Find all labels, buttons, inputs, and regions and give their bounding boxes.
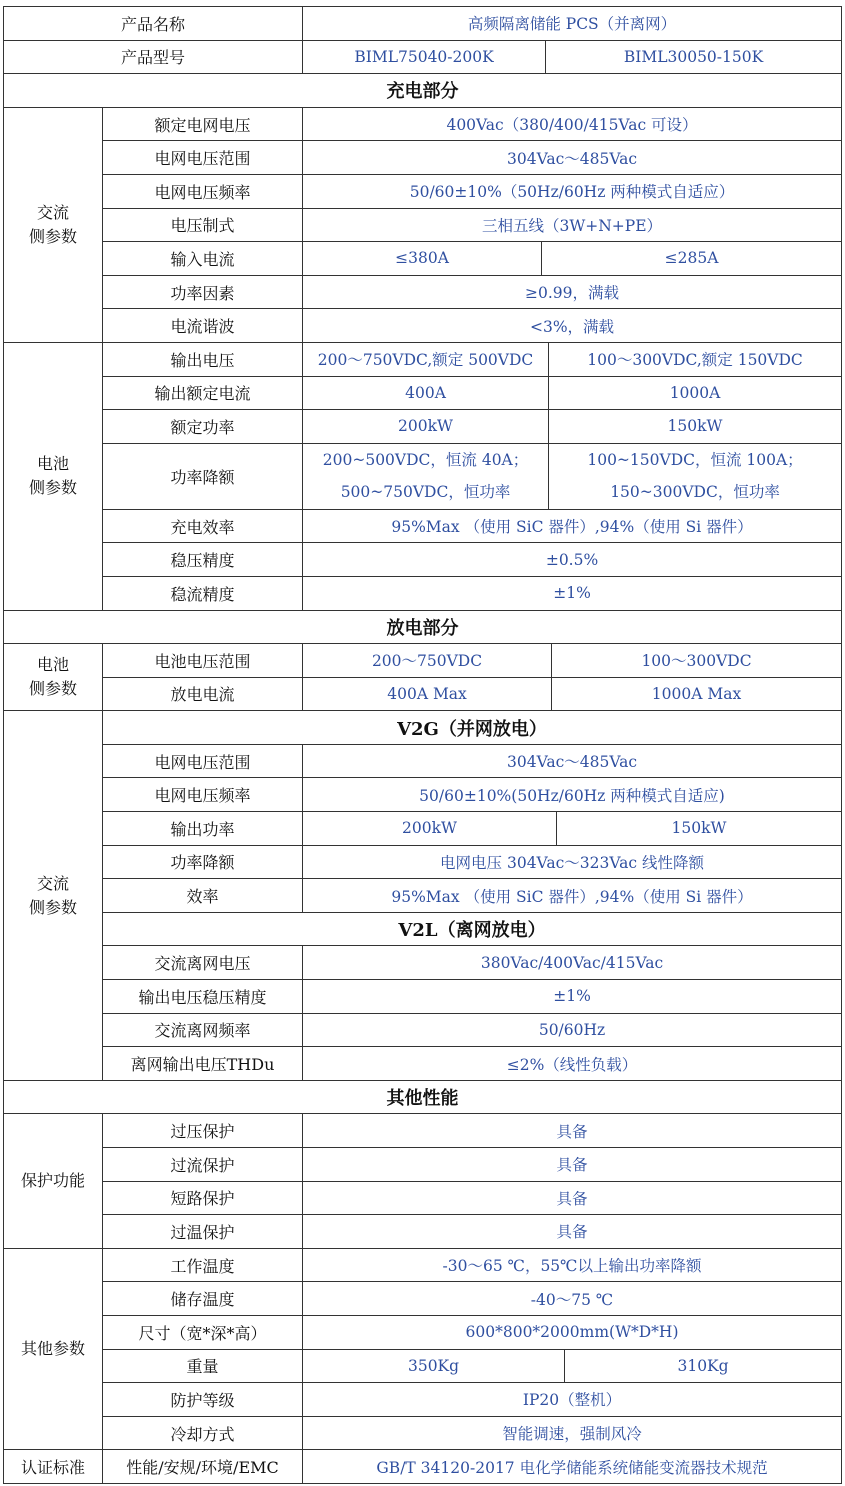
param-label: 电网电压频率 (103, 778, 303, 812)
value-text: 150kW (671, 819, 727, 838)
value-cell (303, 1383, 842, 1417)
value-text: 200kW (402, 819, 457, 838)
section-title: 充电部分 (4, 74, 842, 108)
value-text: ≤380A (395, 249, 449, 268)
split-values (303, 444, 841, 509)
group-label-line: 侧参数 (28, 897, 77, 917)
value-cell (303, 141, 842, 175)
group-label: 认证标准 (4, 1450, 103, 1484)
group-label-line: 交流 (36, 202, 69, 222)
table-row (4, 1416, 842, 1450)
value-cell (303, 1047, 842, 1081)
param-label: 电池电压范围 (103, 644, 303, 678)
value-cell (303, 543, 842, 577)
value-cell (303, 1282, 842, 1316)
split-values (303, 377, 841, 410)
param-label: 稳流精度 (103, 576, 303, 610)
subsection-title: V2G（并网放电） (103, 711, 842, 745)
model-value-1 (303, 678, 551, 711)
value-text: 电网电压 304Vac～323Vac 线性降额 (440, 853, 704, 872)
group-label-line: 电池 (36, 454, 69, 474)
header-label: 产品名称 (4, 7, 303, 41)
value-text: 具备 (556, 1122, 588, 1141)
split-values (303, 410, 841, 443)
table-row (4, 309, 842, 343)
value-text: 95%Max （使用 SiC 器件）,94%（使用 Si 器件） (391, 518, 753, 537)
table-row (4, 1383, 842, 1417)
value-line: 150~300VDC，恒功率 (610, 483, 780, 502)
value-text: 50/60Hz (538, 1020, 606, 1039)
split-values (303, 41, 841, 74)
value-text: ≥0.99，满载 (525, 284, 620, 303)
param-label: 额定电网电压 (103, 107, 303, 141)
param-label: 短路保护 (103, 1181, 303, 1215)
model-value-1 (303, 644, 551, 677)
param-label: 过流保护 (103, 1148, 303, 1182)
section-title: 放电部分 (4, 610, 842, 644)
table-row (4, 1248, 842, 1282)
model-value-1 (303, 444, 548, 509)
value-text: 304Vac～485Vac (506, 149, 638, 168)
table-row (4, 242, 842, 276)
group-label-line: 侧参数 (28, 226, 77, 246)
value-cell (303, 946, 842, 980)
split-values (303, 1350, 841, 1383)
param-label: 电网电压范围 (103, 744, 303, 778)
table-row (4, 744, 842, 778)
value-line: 100~150VDC，恒流 100A； (587, 451, 803, 470)
value-cell (303, 845, 842, 879)
group-label (4, 644, 103, 711)
value-cell (303, 778, 842, 812)
param-label: 功率因素 (103, 275, 303, 309)
value-cell (303, 1148, 842, 1182)
group-label-line: 其他参数 (20, 1339, 85, 1359)
value-cell (303, 342, 842, 376)
value-text: ±1% (553, 584, 591, 603)
split-values (303, 343, 841, 376)
value-cell (303, 1416, 842, 1450)
param-label: 尺寸（宽*深*高） (103, 1315, 303, 1349)
table-row (4, 576, 842, 610)
model-value-2 (551, 644, 841, 677)
table-row (4, 980, 842, 1014)
value-text: 600*800*2000mm(W*D*H) (465, 1323, 679, 1342)
header-row (4, 40, 842, 74)
value-text: 95%Max （使用 SiC 器件）,94%（使用 Si 器件） (391, 887, 753, 906)
model-value-1 (303, 812, 556, 845)
table-row (4, 1148, 842, 1182)
value-text: 150kW (667, 417, 723, 436)
param-label: 交流离网频率 (103, 1013, 303, 1047)
table-row (4, 1349, 842, 1383)
section-row (4, 610, 842, 644)
table-row (4, 677, 842, 711)
group-label (4, 107, 103, 342)
value-text: -30～65 ℃，55℃以上输出功率降额 (442, 1257, 702, 1276)
value-text: 304Vac～485Vac (506, 753, 638, 772)
table-row (4, 275, 842, 309)
table-row (4, 912, 842, 946)
group-label-line: 侧参数 (28, 679, 77, 699)
group-label (4, 342, 103, 610)
value-text: 智能调速，强制风冷 (502, 1425, 642, 1444)
model-value-1 (303, 377, 548, 410)
value-text: ±0.5% (545, 550, 599, 569)
param-label: 功率降额 (103, 443, 303, 509)
model-value-2 (564, 1350, 841, 1383)
table-row (4, 342, 842, 376)
table-row (4, 845, 842, 879)
value-cell (303, 376, 842, 410)
table-row (4, 1315, 842, 1349)
value-text: 310Kg (677, 1356, 729, 1375)
param-label: 输出额定电流 (103, 376, 303, 410)
value-text: 50/60±10%(50Hz/60Hz 两种模式自适应) (419, 786, 725, 805)
value-line: 500~750VDC，恒功率 (340, 483, 511, 502)
table-row (4, 1047, 842, 1081)
table-row (4, 644, 842, 678)
param-label: 充电效率 (103, 509, 303, 543)
model-value-2 (548, 343, 841, 376)
value-text: 100～300VDC,额定 150VDC (587, 351, 803, 370)
model-value-1 (303, 242, 541, 275)
value-cell (303, 7, 842, 41)
param-label: 冷却方式 (103, 1416, 303, 1450)
value-text: 1000A (669, 383, 721, 402)
param-label: 电压制式 (103, 208, 303, 242)
value-text: 高频隔离储能 PCS（并离网） (467, 15, 677, 34)
model-value-2 (548, 377, 841, 410)
value-cell (303, 107, 842, 141)
section-row (4, 1080, 842, 1114)
table-row (4, 778, 842, 812)
value-text: ≤2%（线性负载） (506, 1055, 638, 1074)
table-row (4, 711, 842, 745)
value-cell (303, 812, 842, 846)
value-cell (303, 1215, 842, 1249)
value-text: 400Vac（380/400/415Vac 可设） (446, 116, 698, 135)
value-text: ±1% (553, 987, 591, 1006)
value-text: 50/60±10%（50Hz/60Hz 两种模式自适应） (409, 183, 735, 202)
param-label: 额定功率 (103, 410, 303, 444)
param-label: 储存温度 (103, 1282, 303, 1316)
value-text: BIML75040-200K (354, 47, 494, 66)
value-cell (303, 1349, 842, 1383)
value-text: 100～300VDC (641, 652, 752, 671)
table-row (4, 1114, 842, 1148)
table-row (4, 174, 842, 208)
param-label: 输出电压 (103, 342, 303, 376)
param-label: 放电电流 (103, 677, 303, 711)
table-row (4, 208, 842, 242)
value-cell (303, 744, 842, 778)
value-text: -40～75 ℃ (530, 1290, 614, 1309)
table-row (4, 509, 842, 543)
param-label: 效率 (103, 879, 303, 913)
value-cell (303, 443, 842, 509)
param-label: 输出电压稳压精度 (103, 980, 303, 1014)
value-cell (303, 242, 842, 276)
section-title: 其他性能 (4, 1080, 842, 1114)
value-text: 400A (405, 383, 446, 402)
value-cell (303, 410, 842, 444)
value-cell (303, 1181, 842, 1215)
param-label: 过压保护 (103, 1114, 303, 1148)
table-row (4, 1013, 842, 1047)
value-cell (303, 980, 842, 1014)
param-label: 交流离网电压 (103, 946, 303, 980)
value-text: 三相五线（3W+N+PE） (481, 216, 663, 235)
value-text: 具备 (556, 1223, 588, 1242)
value-cell: GB/T 34120-2017 电化学储能系统储能变流器技术规范 (303, 1450, 842, 1484)
table-row (4, 1181, 842, 1215)
value-cell (303, 576, 842, 610)
section-row (4, 74, 842, 108)
model-value-2 (551, 678, 841, 711)
value-text: 200～750VDC (371, 652, 483, 671)
header-label: 产品型号 (4, 40, 303, 74)
group-label (4, 711, 103, 1081)
value-line: 200~500VDC，恒流 40A； (322, 451, 529, 470)
split-values (303, 678, 841, 711)
param-label: 离网输出电压THDu (103, 1047, 303, 1081)
value-cell (303, 40, 842, 74)
group-label-line: 保护功能 (20, 1171, 85, 1191)
param-label: 性能/安规/环境/EMC (103, 1450, 303, 1484)
table-row (4, 376, 842, 410)
param-label: 电网电压范围 (103, 141, 303, 175)
param-label: 工作温度 (103, 1248, 303, 1282)
value-text: 具备 (556, 1189, 588, 1208)
param-label: 电流谐波 (103, 309, 303, 343)
model-value-2 (548, 410, 841, 443)
table-row (4, 410, 842, 444)
spec-table (3, 6, 842, 1484)
param-label: 过温保护 (103, 1215, 303, 1249)
split-values (303, 242, 841, 275)
value-cell (303, 1013, 842, 1047)
table-row (4, 141, 842, 175)
group-label-line: 电池 (36, 655, 69, 675)
param-label: 电网电压频率 (103, 174, 303, 208)
model-value-2 (545, 41, 841, 74)
value-cell (303, 1114, 842, 1148)
model-value-1 (303, 343, 548, 376)
value-cell (303, 174, 842, 208)
value-cell (303, 677, 842, 711)
group-label (4, 1248, 103, 1450)
table-row (4, 879, 842, 913)
value-text: 具备 (556, 1156, 588, 1175)
value-cell (303, 509, 842, 543)
group-label (4, 1114, 103, 1248)
model-value-1 (303, 410, 548, 443)
group-label-line: 交流 (36, 873, 69, 893)
split-values (303, 644, 841, 677)
param-label: 输出功率 (103, 812, 303, 846)
value-cell (303, 644, 842, 678)
value-text: 400A Max (387, 684, 467, 703)
value-text: 200kW (398, 417, 453, 436)
value-cell (303, 309, 842, 343)
value-cell (303, 1248, 842, 1282)
value-text: 1000A Max (651, 684, 742, 703)
table-row (4, 543, 842, 577)
table-row (4, 1215, 842, 1249)
table-row (4, 1282, 842, 1316)
table-row (4, 443, 842, 509)
value-cell (303, 879, 842, 913)
value-cell (303, 208, 842, 242)
value-text: IP20（整机） (522, 1391, 622, 1410)
value-cell (303, 275, 842, 309)
param-label: 重量 (103, 1349, 303, 1383)
header-row (4, 7, 842, 41)
model-value-2 (556, 812, 841, 845)
group-label-line: 侧参数 (28, 478, 77, 498)
value-text: BIML30050-150K (623, 47, 764, 66)
model-value-2 (548, 444, 841, 509)
model-value-2 (541, 242, 841, 275)
table-row (4, 812, 842, 846)
value-text: <3%，满载 (529, 317, 615, 336)
value-text: 350Kg (407, 1356, 460, 1375)
subsection-title: V2L（离网放电） (103, 912, 842, 946)
value-text: 200～750VDC,额定 500VDC (317, 351, 534, 370)
param-label: 防护等级 (103, 1383, 303, 1417)
value-text: 380Vac/400Vac/415Vac (480, 953, 664, 972)
model-value-1 (303, 41, 545, 74)
model-value-1 (303, 1350, 564, 1383)
param-label: 输入电流 (103, 242, 303, 276)
param-label: 稳压精度 (103, 543, 303, 577)
footer-row (4, 1450, 842, 1484)
value-text: ≤285A (664, 249, 719, 268)
table-row (4, 946, 842, 980)
value-cell (303, 1315, 842, 1349)
split-values (303, 812, 841, 845)
param-label: 功率降额 (103, 845, 303, 879)
table-row (4, 107, 842, 141)
